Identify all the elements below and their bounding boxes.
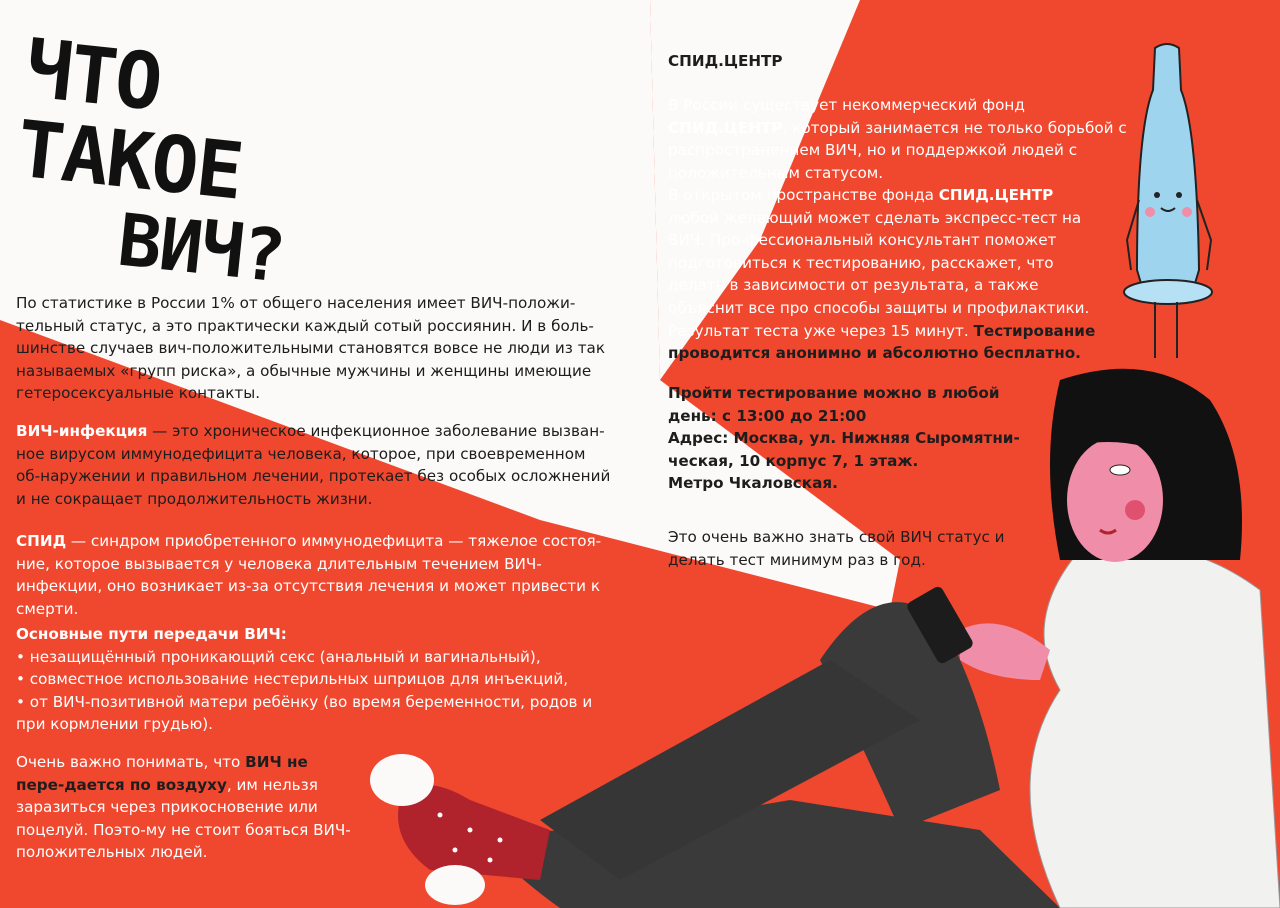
p2-bold: Тестирование проводится анонимно и абсолютно бесплатно. [668, 321, 1096, 363]
p1-text-a: В России существует некоммерческий фонд [668, 96, 1025, 114]
intro-paragraph [16, 292, 622, 405]
p2-brand: СПИД.ЦЕНТР [938, 186, 1054, 204]
note-text-1: Очень важно понимать, что [16, 753, 246, 771]
address-text: Адрес: Москва, ул. Нижняя Сыромятни-ческая, 10 корпус 7, 1 этаж. [668, 429, 1020, 470]
schedule-block [668, 382, 1048, 495]
aids-definition-text: — синдром приобретенного иммунодефицита — тяжелое состоя-ние, которое вызывается у человека длительным течением ВИЧ-инфекции, оно возникает из-за отсутствия лечения и может привести к смерти. [16, 532, 602, 618]
hiv-definition-text: — это хроническое инфекционное заболевание вызван-ное вирусом иммунодефицита человека, которое, при своевременном об-наружении и правильном лечении, протекает без особых осложнений и не сокращает продолжительность жизни. [16, 422, 611, 508]
route-item: • незащищённый проникающий секс (анальный и вагинальный), [16, 647, 541, 666]
important-note [16, 751, 356, 864]
routes-heading: Основные пути передачи ВИЧ: [16, 625, 287, 643]
title-line-2: ВИЧ? [114, 197, 288, 299]
route-item: • совместное использование нестерильных шприцов для инъекций, [16, 670, 569, 689]
metro-text: Метро Чкаловская. [668, 474, 838, 493]
p1-brand: СПИД.ЦЕНТР [668, 118, 783, 137]
note-bold: ВИЧ не пере-дается по воздуху [16, 753, 308, 794]
paragraph-testing [668, 184, 1108, 365]
closing-text: Это очень важно знать свой ВИЧ статус и делать тест минимум раз в год. [668, 528, 1005, 569]
page-title [5, 25, 368, 302]
condom-character-illustration [1115, 40, 1225, 370]
p1-text-b: , который занимается не только борьбой с распространением ВИЧ, но и поддержкой людей с положительным статусом. [668, 118, 1127, 182]
intro-text: По статистике в России 1% от общего населения имеет ВИЧ-положи-тельный статус, а это практически каждый сотый россиянин. И в боль-шинстве случаев вич-положительными становятся вовсе не люди из так называемых «групп риска», а обычные мужчины и женщины имеющие гетеросексуальные контакты. [16, 294, 606, 403]
aids-definition [16, 530, 614, 620]
paragraph-foundation [668, 94, 1148, 184]
transmission-routes [16, 623, 616, 736]
hiv-term: ВИЧ-инфекция [16, 422, 148, 440]
spid-center-heading-block [668, 50, 1148, 73]
spid-center-heading: СПИД.ЦЕНТР [668, 52, 783, 70]
aids-term: СПИД [16, 532, 67, 550]
p2-text-b: любой желающий может сделать экспресс-тест на ВИЧ. Про-фессиональный консультант поможет подготовиться к тестированию, расскажет, что делать в зависимости от результата, а также объяснит все про способы защиты и профилактики. Результат теста уже через 15 минут. [668, 208, 1090, 340]
note-text-2: , им нельзя заразиться через прикосновение или поцелуй. Поэто-му не стоит бояться ВИЧ-положительных людей. [16, 775, 351, 862]
hiv-definition [16, 420, 614, 510]
title-line-1: ЧТО ТАКОЕ [12, 25, 246, 218]
schedule-text: Пройти тестирование можно в любой день: с 13:00 до 21:00 [668, 384, 1000, 425]
p2-text-a: В открытом пространстве фонда [668, 186, 939, 204]
closing-block [668, 526, 1028, 571]
route-item: • от ВИЧ-позитивной матери ребёнку (во время беременности, родов и при кормлении грудью). [16, 692, 593, 734]
